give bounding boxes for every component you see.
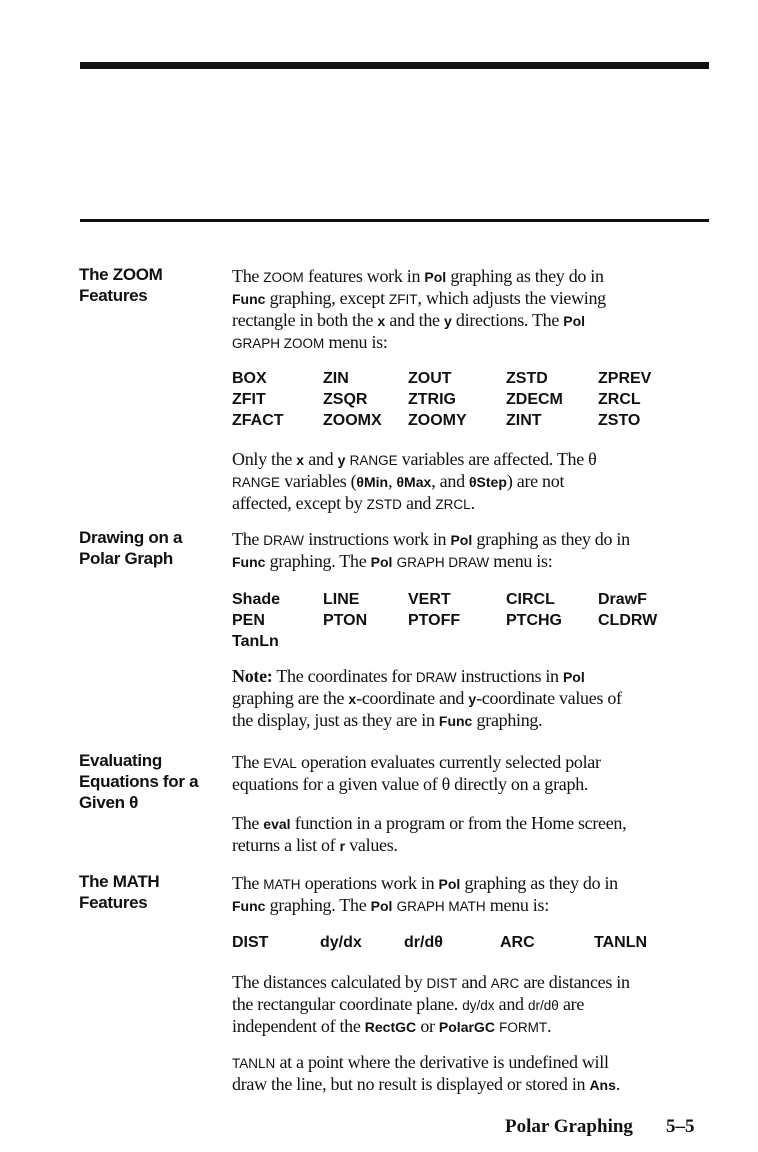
menu-item: PTOFF [408,612,461,629]
menu-item: ZOOMX [323,412,382,429]
menu-item: ZFIT [232,391,266,408]
menu-item: ZIN [323,370,349,387]
top-rule [80,62,709,69]
menu-item: ZDECM [506,391,563,408]
menu-item: ZOUT [408,370,452,387]
menu-item: BOX [232,370,267,387]
drawing-heading: Drawing on a Polar Graph [79,528,183,568]
menu-item: ZSTO [598,412,641,429]
menu-item: VERT [408,591,451,608]
menu-item: Shade [232,591,281,608]
menu-item: ZOOMY [408,412,467,429]
menu-item: DrawF [598,591,647,608]
menu-item: TanLn [232,633,279,650]
menu-item: PTCHG [506,612,562,629]
zoom-features-heading: The ZOOM Features [79,265,163,305]
eval-operation-paragraph: The EVAL operation evaluates currently selected polar equations for a given value of θ directly on a graph. [232,752,601,794]
math-operations-paragraph: The MATH operations work in Pol graphing as they do in Func graphing. The Pol GRAPH MATH menu is: [232,873,618,915]
footer-page-number: 5–5 [666,1116,695,1137]
menu-item: PTON [323,612,368,629]
footer-chapter-title: Polar Graphing [505,1116,633,1137]
menu-item: LINE [323,591,360,608]
menu-item: dr/dθ [404,934,443,951]
menu-item: ARC [500,934,535,951]
eval-function-paragraph: The eval function in a program or from the Home screen, returns a list of r values. [232,813,627,855]
menu-item: ZPREV [598,370,652,387]
menu-item: CIRCL [506,591,555,608]
distances-paragraph: The distances calculated by DIST and ARC are distances in the rectangular coordinate plane. dy/dx and dr/dθ are independent of the RectGC or PolarGC FORMT. [232,972,630,1036]
menu-item: ZSQR [323,391,368,408]
menu-item: DIST [232,934,269,951]
menu-item: dy/dx [320,934,362,951]
section-rule [80,219,709,222]
math-features-heading: The MATH Features [79,872,160,912]
range-variables-paragraph: Only the x and y RANGE variables are affected. The θ RANGE variables (θMin, θMax, and θStep) are not affected, except by ZSTD and ZRCL. [232,449,597,513]
evaluating-heading: Evaluating Equations for a Given θ [79,751,199,812]
menu-item: ZTRIG [408,391,456,408]
menu-item: PEN [232,612,265,629]
menu-item: CLDRW [598,612,658,629]
draw-instructions-paragraph: The DRAW instructions work in Pol graphing as they do in Func graphing. The Pol GRAPH DRAW menu is: [232,529,630,571]
menu-item: ZSTD [506,370,548,387]
zoom-features-paragraph: The ZOOM features work in Pol graphing as they do in Func graphing, except ZFIT, which adjusts the viewing rectangle in both the x and the y directions. The Pol GRAPH ZOOM menu is: [232,266,606,352]
menu-item: TANLN [594,934,648,951]
menu-item: ZFACT [232,412,284,429]
draw-note-paragraph: Note: The coordinates for DRAW instructions in Pol graphing are the x-coordinate and y-coordinate values of the display, just as they are in Func graphing. [232,666,622,730]
tanln-paragraph: TANLN at a point where the derivative is undefined will draw the line, but no result is displayed or stored in Ans. [232,1052,621,1094]
menu-item: ZINT [506,412,542,429]
menu-item: ZRCL [598,391,641,408]
